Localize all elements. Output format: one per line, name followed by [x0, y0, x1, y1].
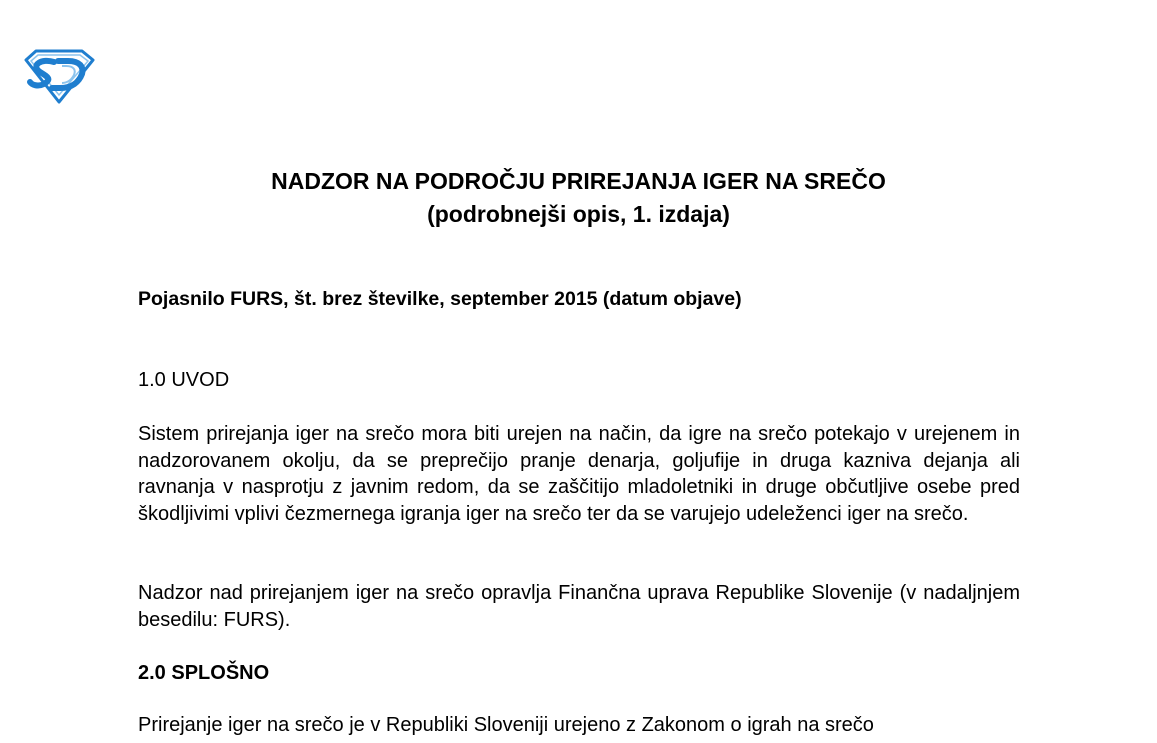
sd-logo-icon — [22, 48, 96, 104]
document-subtitle-edition: (podrobnejši opis, 1. izdaja) — [427, 201, 730, 227]
document-title: NADZOR NA PODROČJU PRIREJANJA IGER NA SREČO — [271, 168, 886, 194]
document-reference: Pojasnilo FURS, št. brez številke, september 2015 (datum objave) — [138, 288, 742, 310]
section-heading-splosno: 2.0 SPLOŠNO — [138, 662, 270, 684]
paragraph-uvod-2: Nadzor nad prirejanjem iger na srečo opravlja Finančna uprava Republike Slovenije (v nadaljnjem besedilu: FURS). — [138, 582, 1020, 631]
section-heading-uvod: 1.0 UVOD — [138, 369, 230, 391]
paragraph-splosno-1: Prirejanje iger na srečo je v Republiki Sloveniji urejeno z Zakonom o igrah na srečo — [138, 714, 874, 736]
paragraph-uvod-1: Sistem prirejanja iger na srečo mora biti urejen na način, da igre na srečo potekajo v urejenem in nadzorovanem okolju, da se preprečijo pranje denarja, goljufije in druga kazniva dejanja ali ravnanja v nasprotju z javnim redom, da se zaščitijo mladoletniki in druge občutljive osebe pred škodljivimi vplivi čezmernega igranja iger na srečo ter da se varujejo udeleženci iger na srečo. — [138, 423, 1020, 525]
